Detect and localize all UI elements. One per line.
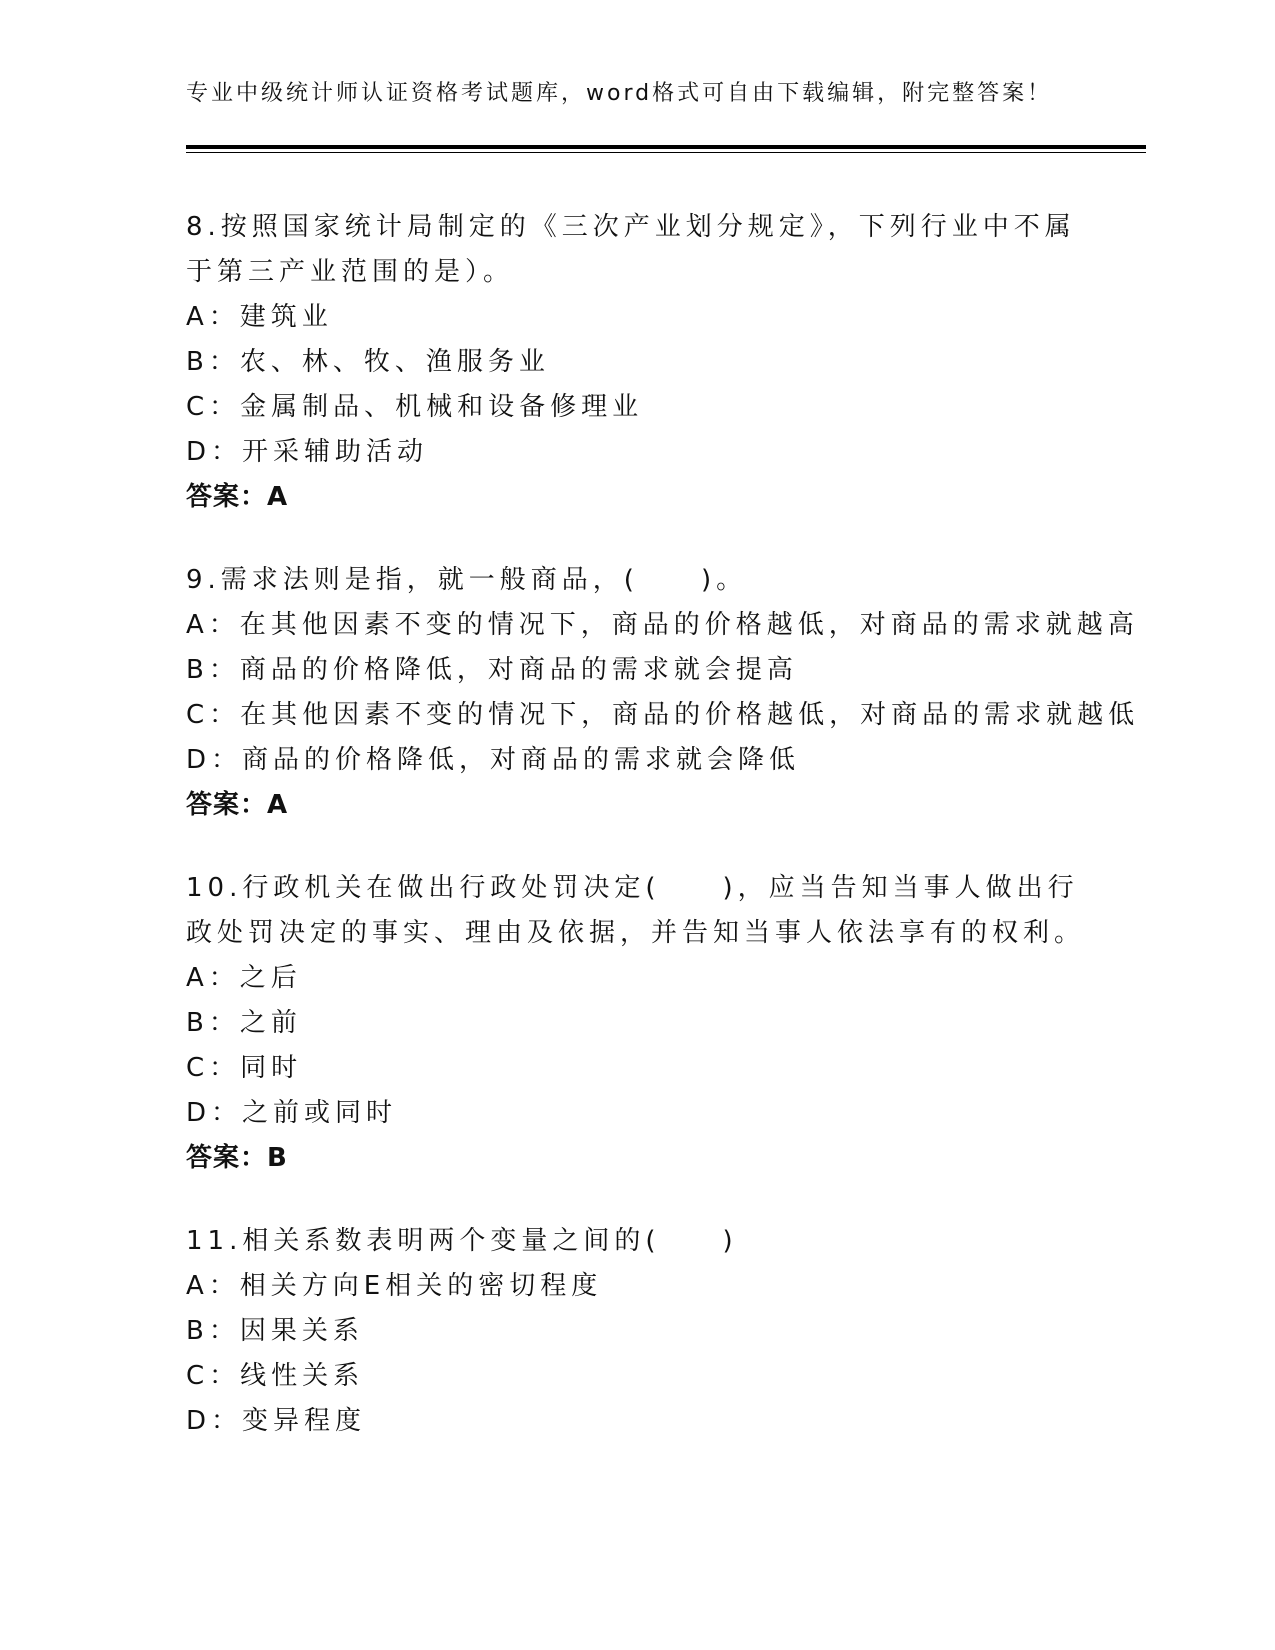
question-text: 10.行政机关在做出行政处罚决定( )，应当告知当事人做出行政处罚决定的事实、理由及依据，并告知当事人依法享有的权利。 xyxy=(186,873,1086,948)
question-10 xyxy=(186,866,1086,1181)
question-text: 11.相关系数表明两个变量之间的( ) xyxy=(186,1226,738,1256)
option-d: D：开采辅助活动 xyxy=(186,437,429,467)
answer: 答案：B xyxy=(186,1143,288,1173)
option-b: B：因果关系 xyxy=(186,1316,364,1346)
option-a: A：相关方向E相关的密切程度 xyxy=(186,1271,603,1301)
option-d: D：商品的价格降低，对商品的需求就会降低 xyxy=(186,745,801,775)
option-a: A：之后 xyxy=(186,963,302,993)
question-8 xyxy=(186,205,1086,520)
option-b: B：农、林、牧、渔服务业 xyxy=(186,347,550,377)
option-a: A：建筑业 xyxy=(186,302,333,332)
option-b: B：之前 xyxy=(186,1008,302,1038)
option-c: C：线性关系 xyxy=(186,1361,365,1391)
question-list xyxy=(186,205,1140,1482)
option-c: C：金属制品、机械和设备修理业 xyxy=(186,392,644,422)
option-d: D：之前或同时 xyxy=(186,1098,398,1128)
option-c: C：在其他因素不变的情况下，商品的价格越低，对商品的需求就越低 xyxy=(186,700,1140,730)
option-b: B：商品的价格降低，对商品的需求就会提高 xyxy=(186,655,798,685)
option-c: C：同时 xyxy=(186,1053,303,1083)
option-d: D：变异程度 xyxy=(186,1406,367,1436)
answer: 答案：A xyxy=(186,790,289,820)
header-rule-thick xyxy=(186,145,1146,149)
option-a: A：在其他因素不变的情况下，商品的价格越低，对商品的需求就越高 xyxy=(186,610,1139,640)
question-11 xyxy=(186,1219,1086,1444)
question-9 xyxy=(186,558,1140,828)
page-header: 专业中级统计师认证资格考试题库，word格式可自由下载编辑，附完整答案！ xyxy=(186,81,1053,106)
question-text: 8.按照国家统计局制定的《三次产业划分规定》，下列行业中不属于第三产业范围的是）。 xyxy=(186,212,1076,287)
question-text: 9.需求法则是指，就一般商品，( )。 xyxy=(186,565,748,595)
header-rule-thin xyxy=(186,152,1146,153)
answer: 答案：A xyxy=(186,482,289,512)
